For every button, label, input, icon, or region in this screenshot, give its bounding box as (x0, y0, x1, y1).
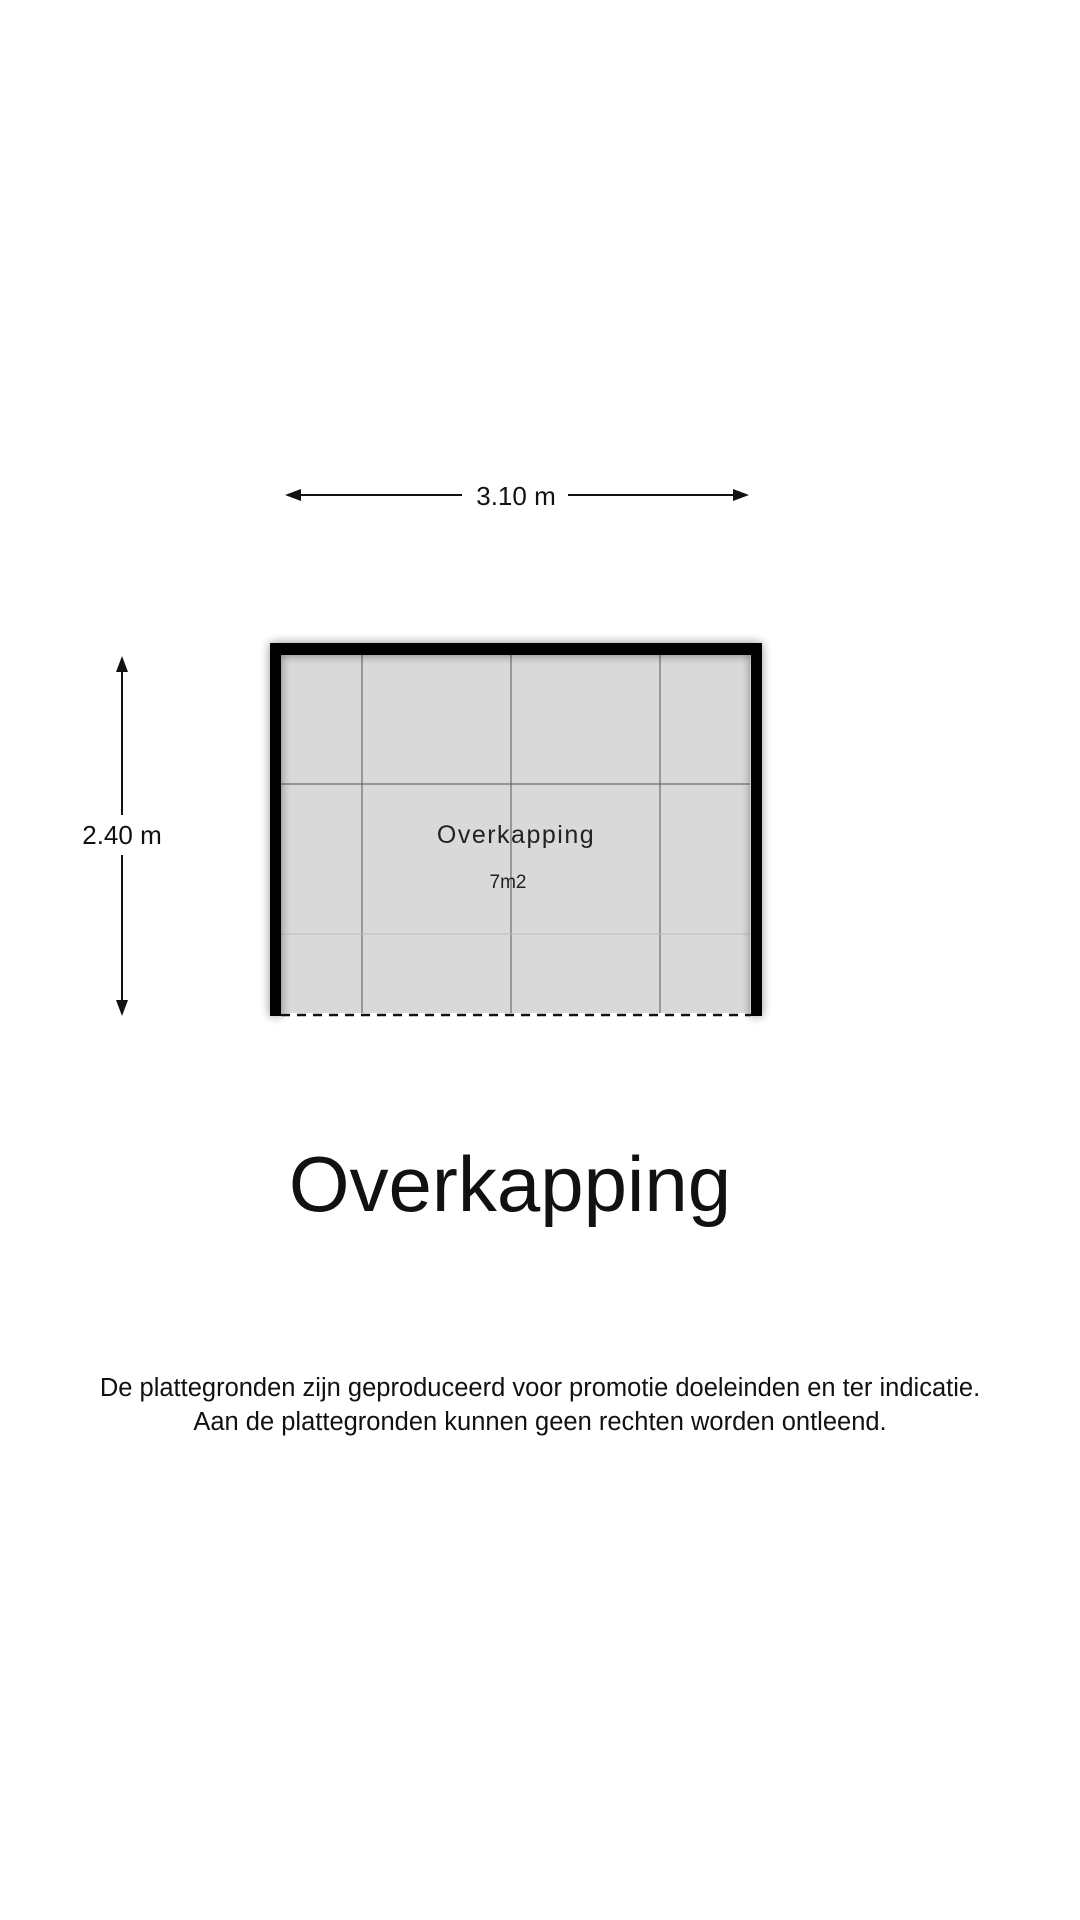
height-dimension-label: 2.40 m (82, 820, 162, 850)
room-area-label: 7m2 (489, 872, 527, 893)
arrow-down-icon (116, 1000, 128, 1016)
wall-left (270, 643, 281, 1016)
floor-title: Overkapping (288, 1140, 732, 1228)
disclaimer-line-1: De plattegronden zijn geproduceerd voor promotie doeleinden en ter indicatie. (99, 1374, 981, 1402)
arrow-right-icon (733, 489, 749, 501)
width-dimension-label: 3.10 m (476, 481, 556, 511)
disclaimer (0, 1371, 1080, 1439)
arrow-up-icon (116, 656, 128, 672)
wall-top (270, 643, 762, 655)
room-overkapping (270, 643, 762, 1016)
height-dimension (70, 656, 174, 1016)
wall-right (751, 643, 762, 1016)
room-name-label: Overkapping (436, 821, 596, 849)
arrow-left-icon (285, 489, 301, 501)
disclaimer-line-2: Aan de plattegronden kunnen geen rechten worden ontleend. (193, 1408, 887, 1436)
width-dimension (285, 481, 749, 511)
